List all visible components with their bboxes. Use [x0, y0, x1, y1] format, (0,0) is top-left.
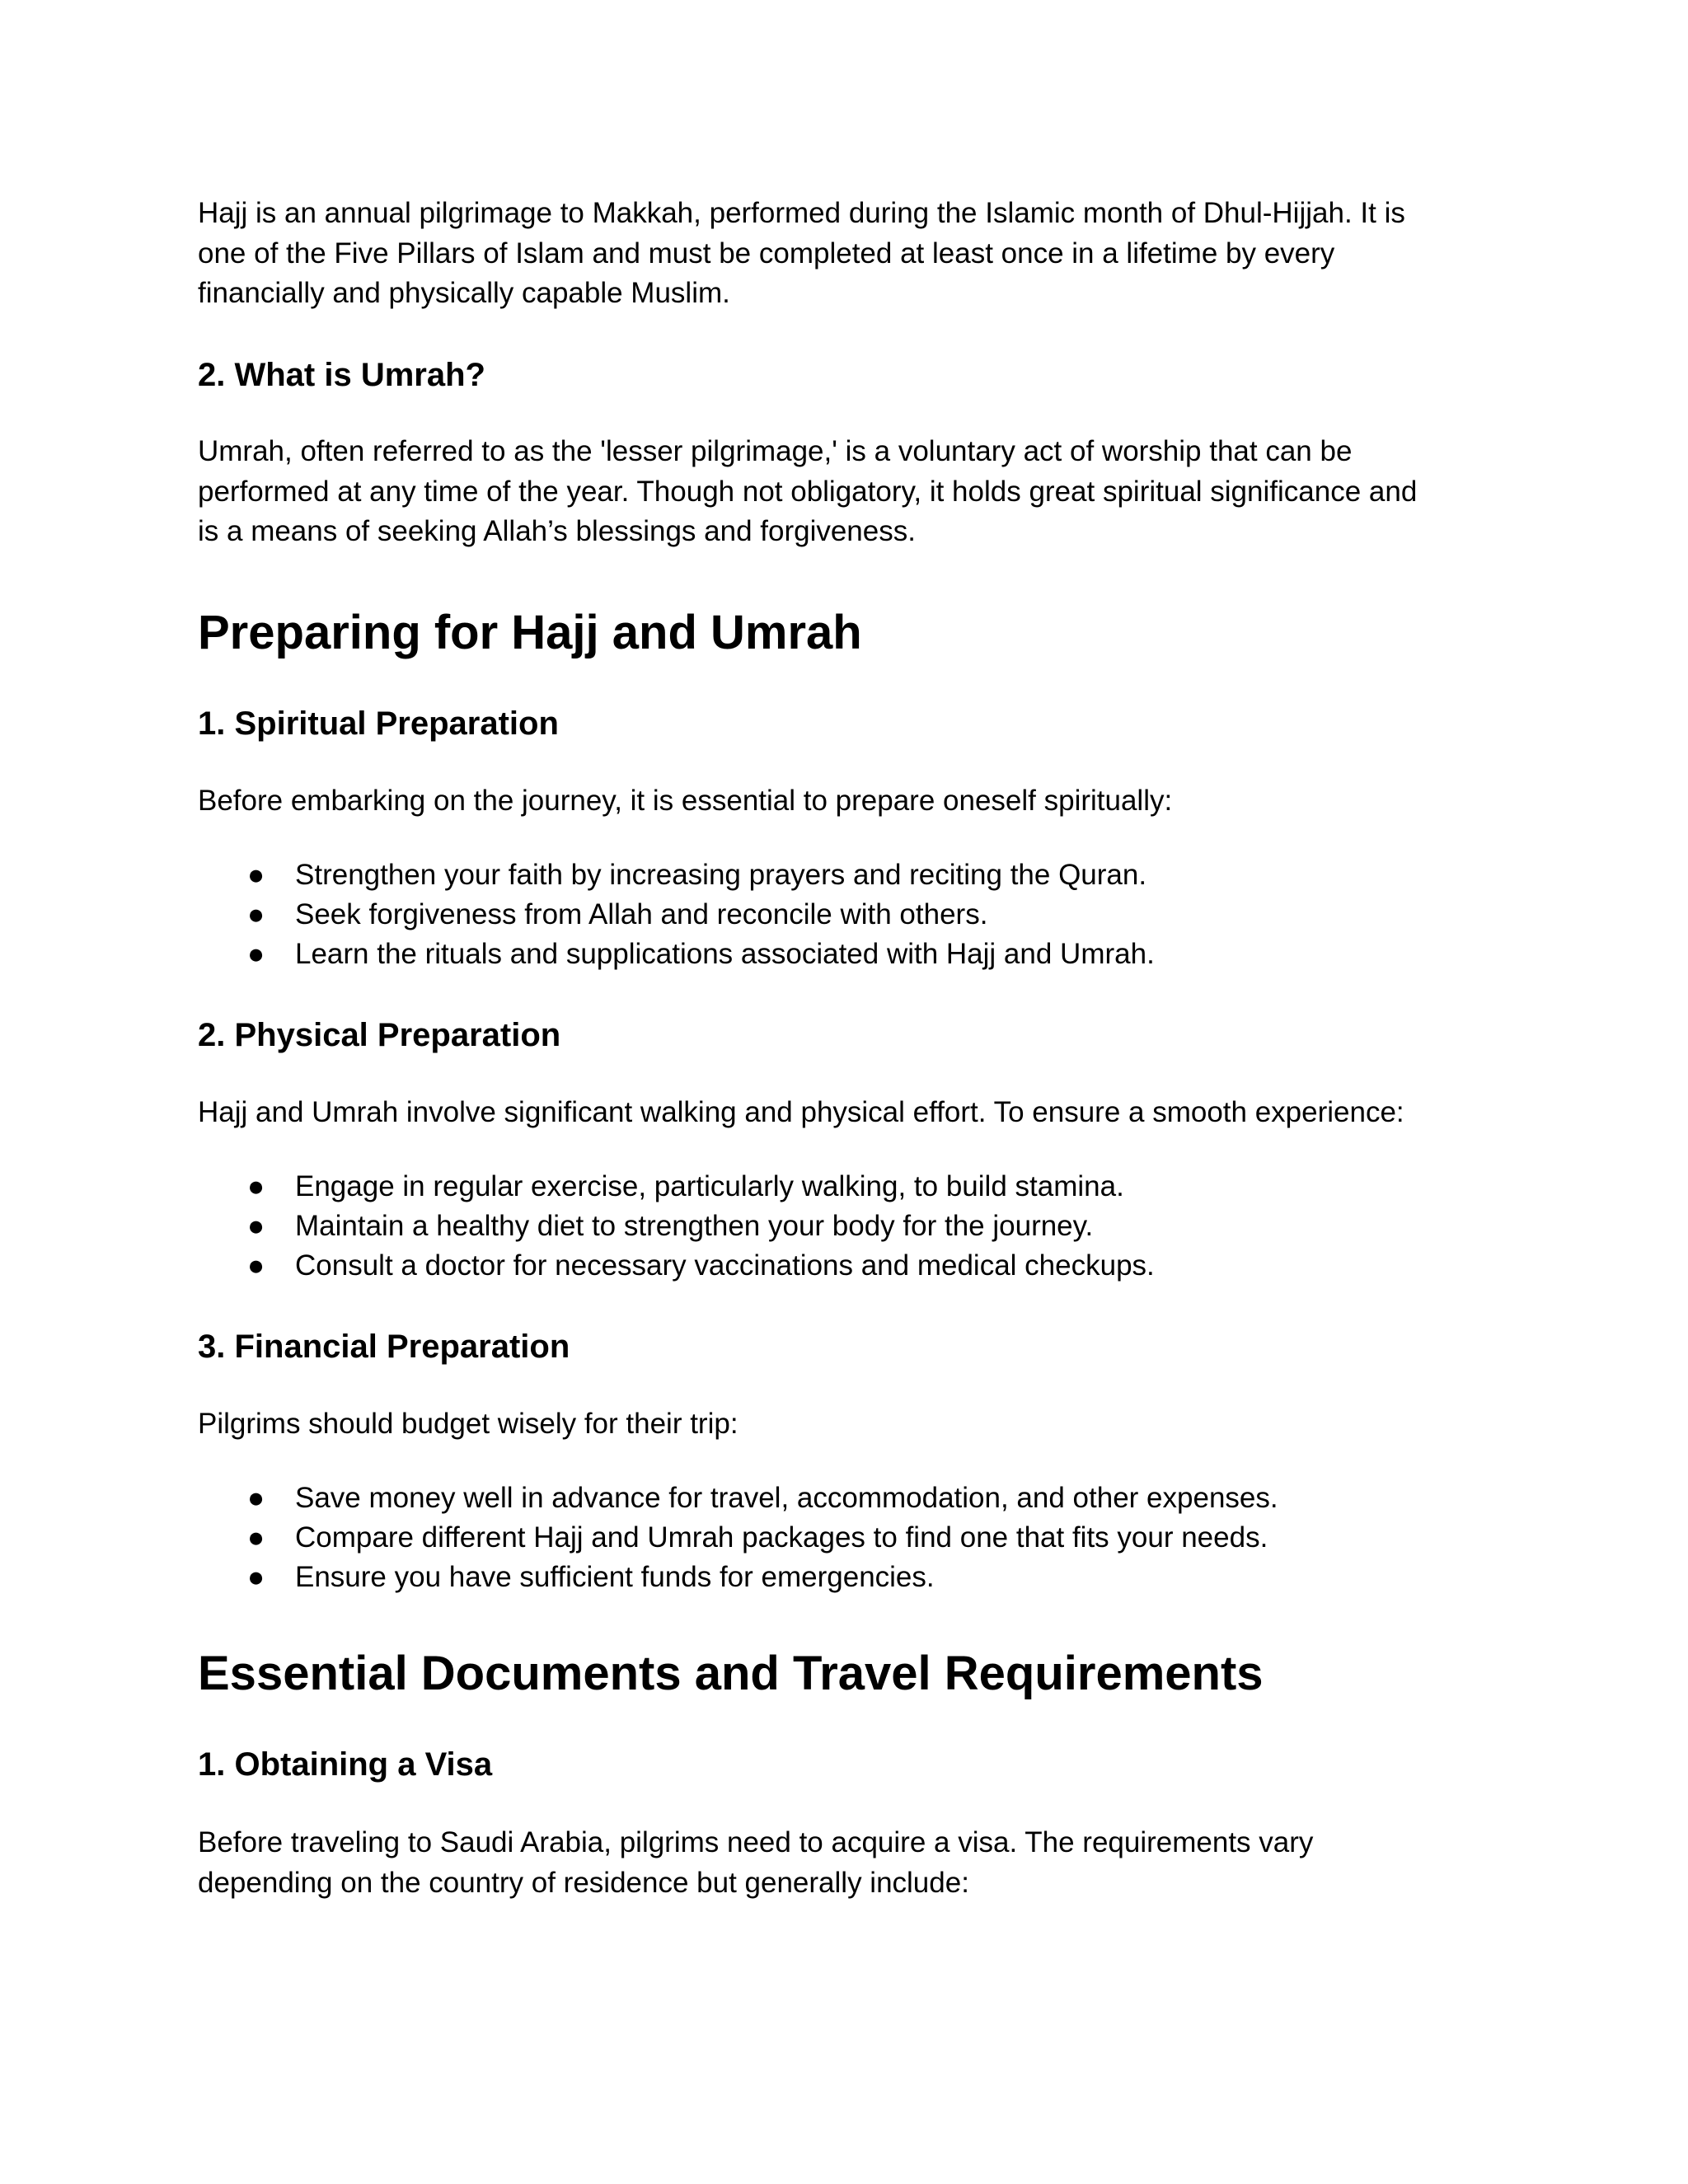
- financial-intro-paragraph: Pilgrims should budget wisely for their trip:: [198, 1408, 738, 1440]
- section-heading-what-is-umrah: 2. What is Umrah?: [198, 357, 485, 393]
- paragraph-line: Before traveling to Saudi Arabia, pilgrims need to acquire a visa. The requirements vary: [198, 1826, 1314, 1858]
- paragraph-line: one of the Five Pillars of Islam and must be completed at least once in a lifetime by every: [198, 237, 1335, 269]
- section-heading-financial-preparation: 3. Financial Preparation: [198, 1329, 570, 1365]
- bullet-marker: ●: [247, 1482, 265, 1514]
- chapter-heading-preparing: Preparing for Hajj and Umrah: [198, 606, 862, 659]
- paragraph-line: financially and physically capable Muslim.: [198, 277, 730, 309]
- visa-description-paragraph: [198, 1823, 1313, 1903]
- bullet-marker: ●: [247, 898, 265, 930]
- chapter-heading-essential-documents: Essential Documents and Travel Requirements: [198, 1647, 1264, 1700]
- paragraph-line: Umrah, often referred to as the 'lesser pilgrimage,' is a voluntary act of worship that can be: [198, 435, 1353, 467]
- paragraph-line: performed at any time of the year. Though not obligatory, it holds great spiritual significance and: [198, 475, 1418, 508]
- hajj-description-paragraph: [198, 194, 1405, 314]
- bullet-marker: ●: [247, 1249, 265, 1282]
- list-item: Seek forgiveness from Allah and reconcile with others.: [295, 898, 988, 930]
- paragraph-line: Hajj is an annual pilgrimage to Makkah, performed during the Islamic month of Dhul-Hijjah. It is: [198, 197, 1405, 229]
- list-item: Consult a doctor for necessary vaccinations and medical checkups.: [295, 1249, 1155, 1282]
- bullet-marker: ●: [247, 859, 265, 891]
- list-item: Ensure you have sufficient funds for emergencies.: [295, 1561, 935, 1593]
- list-item: Compare different Hajj and Umrah packages to find one that fits your needs.: [295, 1521, 1268, 1554]
- list-item: Learn the rituals and supplications associated with Hajj and Umrah.: [295, 938, 1155, 970]
- paragraph-line: is a means of seeking Allah’s blessings and forgiveness.: [198, 515, 916, 547]
- bullet-marker: ●: [247, 1561, 265, 1593]
- section-heading-obtaining-visa: 1. Obtaining a Visa: [198, 1746, 493, 1783]
- umrah-description-paragraph: [198, 432, 1417, 552]
- bullet-marker: ●: [247, 1170, 265, 1202]
- section-heading-spiritual-preparation: 1. Spiritual Preparation: [198, 705, 559, 742]
- bullet-marker: ●: [247, 1210, 265, 1242]
- bullet-marker: ●: [247, 1521, 265, 1554]
- paragraph-line: depending on the country of residence but generally include:: [198, 1866, 969, 1899]
- list-item: Save money well in advance for travel, accommodation, and other expenses.: [295, 1482, 1278, 1514]
- bullet-marker: ●: [247, 938, 265, 970]
- list-item: Maintain a healthy diet to strengthen your body for the journey.: [295, 1210, 1094, 1242]
- list-item: Engage in regular exercise, particularly walking, to build stamina.: [295, 1170, 1124, 1202]
- spiritual-intro-paragraph: Before embarking on the journey, it is essential to prepare oneself spiritually:: [198, 785, 1173, 817]
- physical-intro-paragraph: Hajj and Umrah involve significant walking and physical effort. To ensure a smooth experience:: [198, 1096, 1404, 1128]
- list-item: Strengthen your faith by increasing prayers and reciting the Quran.: [295, 859, 1147, 891]
- section-heading-physical-preparation: 2. Physical Preparation: [198, 1017, 561, 1053]
